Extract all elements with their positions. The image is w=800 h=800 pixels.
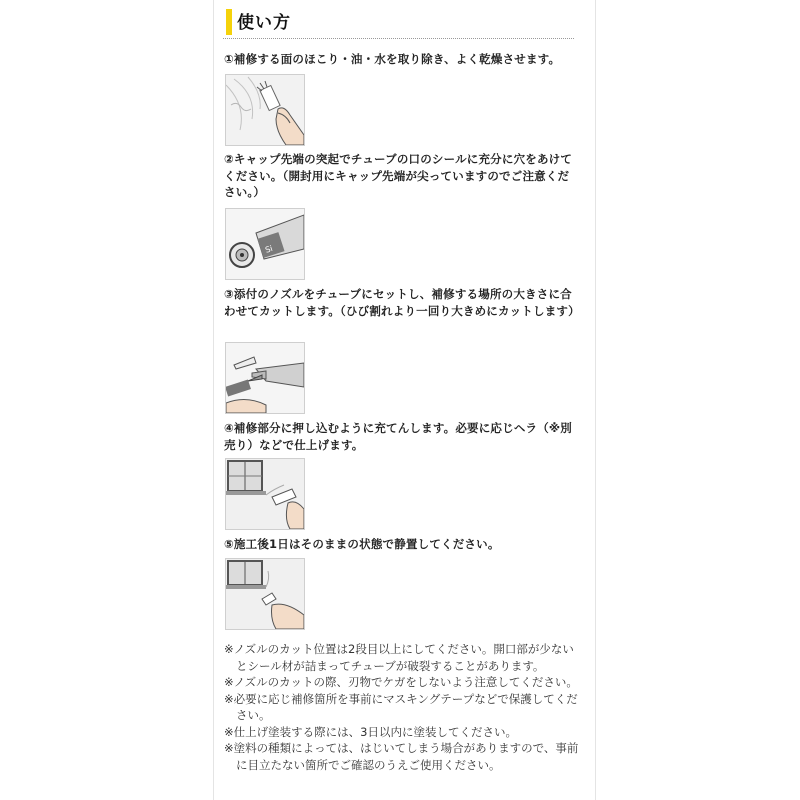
note-item: ※必要に応じ補修箇所を事前にマスキングテープなどで保護してください。 <box>224 691 578 722</box>
curing-window-illustration <box>225 558 305 630</box>
tube-cap-piercing-illustration <box>225 208 305 280</box>
step-3-text: ③添付のノズルをチューブにセットし、補修する場所の大きさに合わせてカットします。（ひび割れより一回り大きめにカットします） <box>224 287 580 318</box>
note-item: ※仕上げ塗装する際には、3日以内に塗装してください。 <box>224 724 517 739</box>
note-item: ※塗料の種類によっては、はじいてしまう場合がありますので、事前に目立たない箇所でご確認のうえご使用ください。 <box>224 741 579 772</box>
step-5-text: ⑤施工後1日はそのままの状態で静置してください。 <box>224 537 500 551</box>
heading-accent-bar <box>226 9 232 35</box>
note-item: ※ノズルのカットの際、刃物でケガをしないよう注意してください。 <box>224 675 578 689</box>
note-item: ※ノズルのカット位置は2段目以上にしてください。開口部が少ないとシール材が詰まってチューブが破裂することがあります。 <box>224 642 574 673</box>
step-2-text: ②キャップ先端の突起でチューブの口のシールに充分に穴をあけてください。（開封用にキャップ先端が尖っていますのでご注意ください。） <box>224 152 573 199</box>
notes-list <box>222 641 582 773</box>
step-4-text: ④補修部分に押し込むように充てんします。必要に応じヘラ（※別売り）などで仕上げます。 <box>224 421 572 452</box>
nozzle-cutting-illustration <box>225 342 305 414</box>
step-1-text: ①補修する面のほこり・油・水を取り除き、よく乾燥させます。 <box>224 52 561 66</box>
section-heading <box>223 6 574 39</box>
svg-text:Si: Si <box>264 243 274 255</box>
section-title: 使い方 <box>237 13 291 33</box>
caulking-window-illustration <box>225 458 305 530</box>
cleaning-brush-illustration <box>225 74 305 146</box>
